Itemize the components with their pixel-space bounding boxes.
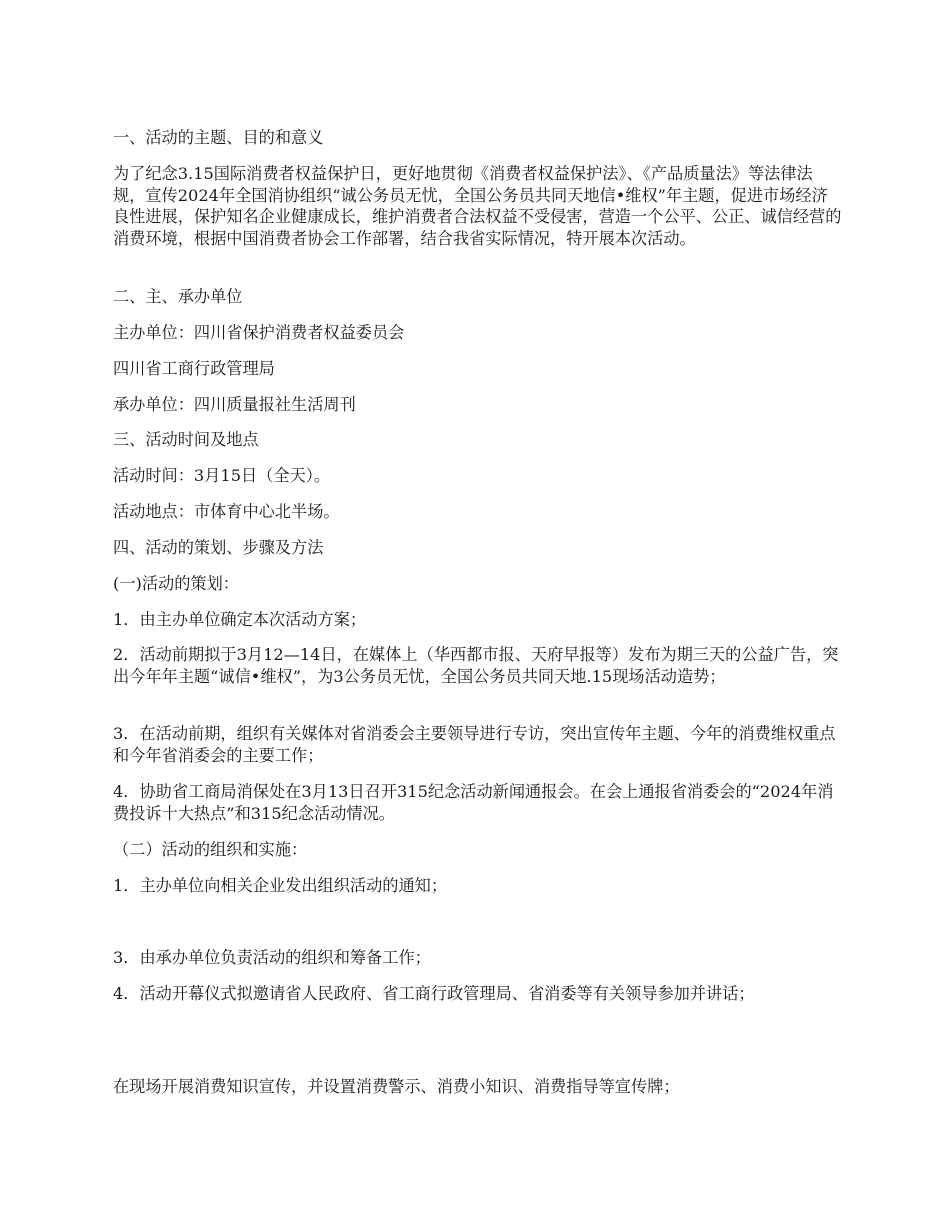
subsection-heading-planning: (一)活动的策划： — [113, 574, 239, 593]
section-heading-1: 一、活动的主题、目的和意义 — [113, 128, 324, 147]
organizer-line: 主办单位：四川省保护消费者权益委员会 — [113, 323, 405, 342]
list-item-planning-1: 1．由主办单位确定本次活动方案； — [113, 610, 367, 629]
list-item-planning-3: 3．在活动前期，组织有关媒体对省消委会主要领导进行专访，突出宣传年主题、今年的消费维权重点和今年省消委会的主要工作； — [113, 724, 836, 765]
body-paragraph-intro: 为了纪念3.15国际消费者权益保护日，更好地贯彻《消费者权益保护法》、《产品质量法》等法律法规，宣传2024年全国消协组织“诚公务员无忧，全国公务员共同天地信•维权”年主题，促进市场经济良性进展，保护知名企业健康成长，维护消费者合法权益不受侵害，营造一个公平、公正、诚信经营的消费环境，根据中国消费者协会工作部署，结合我省实际情况，特开展本次活动。 — [113, 164, 842, 248]
list-item-implementation-3: 3．由承办单位负责活动的组织和筹备工作； — [113, 948, 431, 967]
co-organizer-line: 四川省工商行政管理局 — [113, 359, 275, 378]
closing-paragraph: 在现场开展消费知识宣传，并设置消费警示、消费小知识、消费指导等宣传牌； — [113, 1077, 680, 1096]
list-item-planning-2: 2．活动前期拟于3月12—14日，在媒体上（华西都市报、天府早报等）发布为期三天的公益广告，突出今年年主题“诚信•维权”，为3公务员无忧，全国公务员共同天地.15现场活动造势； — [113, 645, 839, 686]
section-heading-4: 四、活动的策划、步骤及方法 — [113, 538, 324, 557]
event-location-line: 活动地点：市体育中心北半场。 — [113, 502, 340, 521]
subsection-heading-implementation: （二）活动的组织和实施： — [113, 840, 308, 859]
undertaker-line: 承办单位：四川质量报社生活周刊 — [113, 395, 356, 414]
list-item-implementation-4: 4．活动开幕仪式拟邀请省人民政府、省工商行政管理局、省消委等有关领导参加并讲话； — [113, 984, 755, 1003]
list-item-planning-4: 4．协助省工商局消保处在3月13日召开315纪念活动新闻通报会。在会上通报省消委会的“2024年消费投诉十大热点”和315纪念活动情况。 — [113, 782, 834, 823]
event-time-line: 活动时间：3月15日（全天）。 — [113, 466, 331, 485]
section-heading-3: 三、活动时间及地点 — [113, 430, 259, 449]
list-item-implementation-1: 1．主办单位向相关企业发出组织活动的通知； — [113, 876, 448, 895]
section-heading-2: 二、主、承办单位 — [113, 287, 243, 306]
